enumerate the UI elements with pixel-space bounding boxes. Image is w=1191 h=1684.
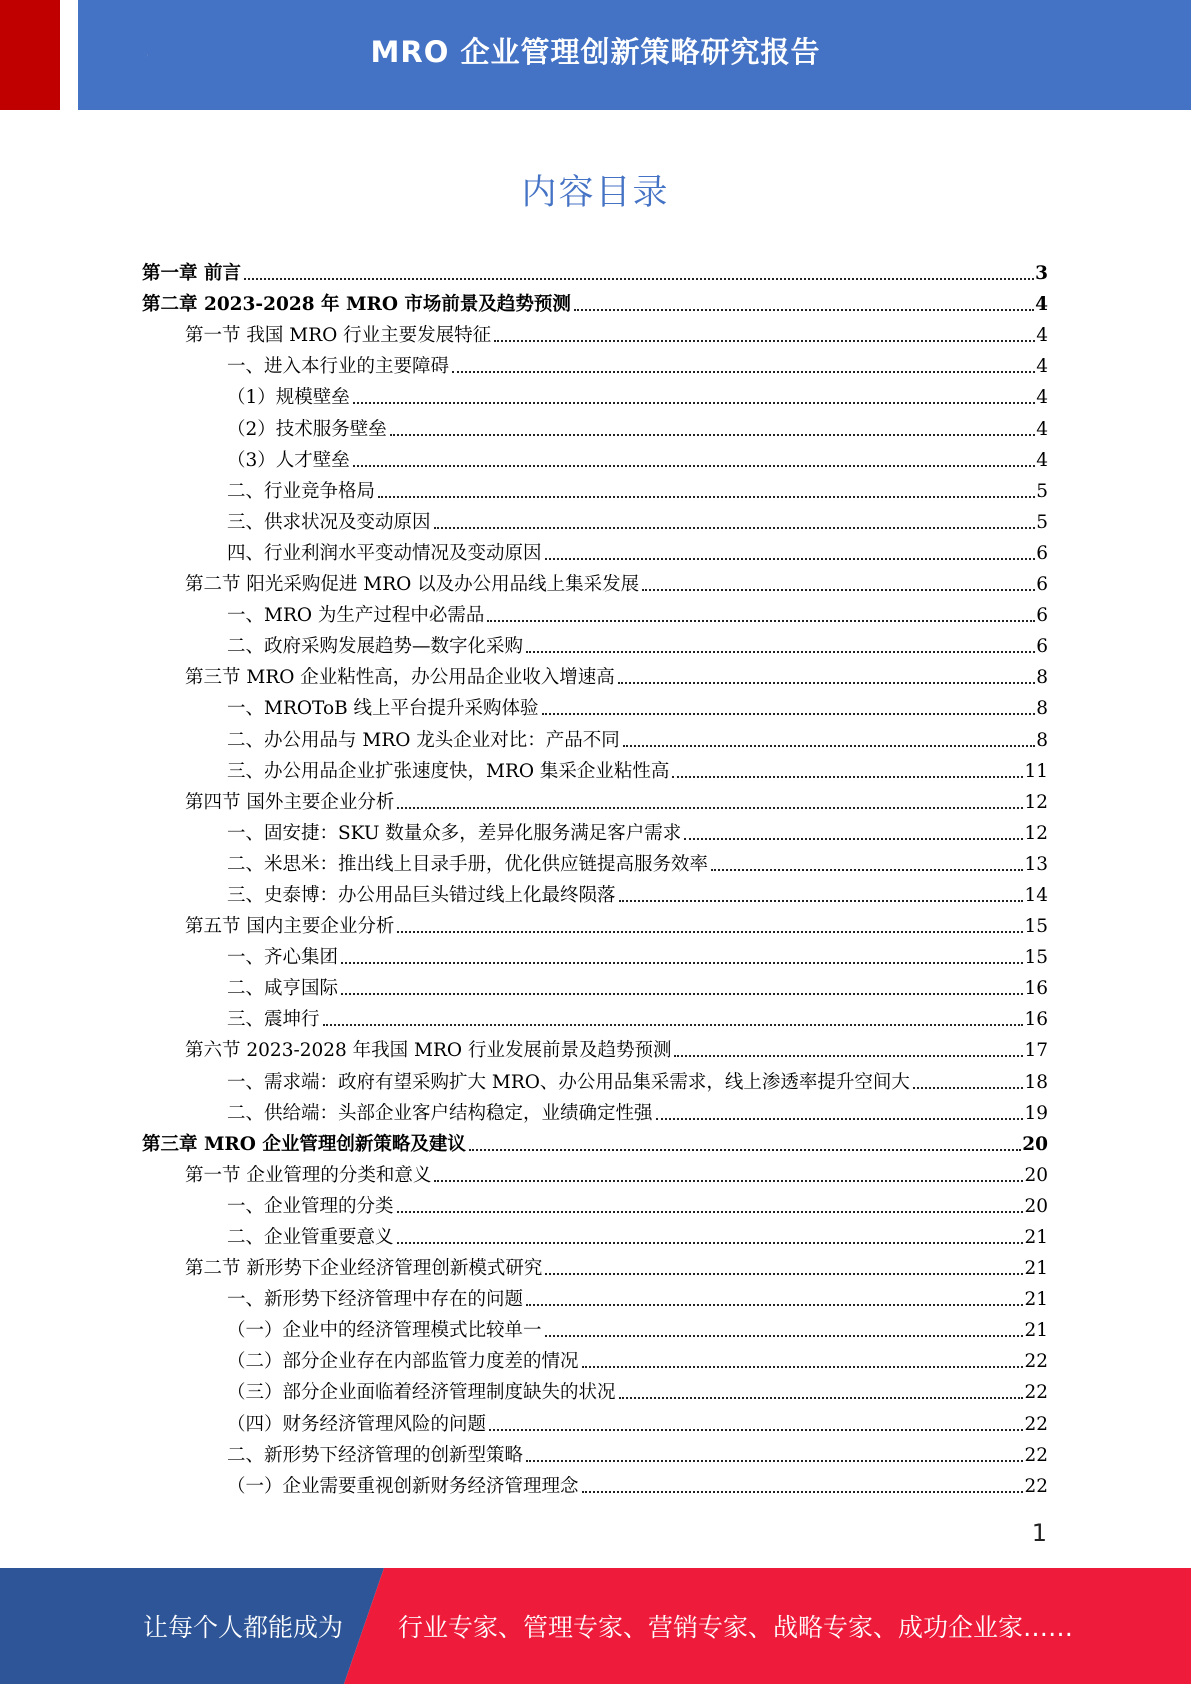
toc-dot-leader	[545, 558, 1036, 560]
toc-entry-title: 二、供给端：头部企业客户结构稳定，业绩确定性强	[227, 1102, 653, 1124]
toc-entry-title: 一、固安捷：SKU 数量众多，差异化服务满足客户需求	[227, 822, 682, 844]
toc-entry-page: 20	[1022, 1133, 1048, 1155]
toc-entry-page: 22	[1024, 1382, 1048, 1404]
toc-entry[interactable]	[142, 534, 1048, 565]
toc-entry-title: 第二节 新形势下企业经济管理创新模式研究	[185, 1258, 543, 1280]
toc-entry-title: 一、齐心集团	[227, 947, 339, 969]
toc-entry-title: 三、办公用品企业扩张速度快，MRO 集采企业粘性高	[227, 760, 670, 782]
toc-entry-page: 6	[1036, 574, 1048, 596]
toc-entry-page: 6	[1036, 605, 1048, 627]
toc-dot-leader	[619, 900, 1024, 902]
toc-entry-page: 22	[1024, 1444, 1048, 1466]
toc-entry[interactable]	[142, 378, 1048, 409]
toc-entry-page: 20	[1024, 1195, 1048, 1217]
toc-dot-leader	[582, 1491, 1024, 1493]
toc-dot-leader	[353, 402, 1035, 404]
toc-entry-page: 12	[1024, 822, 1048, 844]
page-number: 1	[1031, 1519, 1047, 1547]
toc-entry[interactable]	[142, 1280, 1048, 1311]
toc-entry-title: 三、震坤行	[227, 1009, 320, 1031]
toc-dot-leader	[618, 682, 1035, 684]
toc-entry[interactable]	[142, 1218, 1048, 1249]
toc-entry-title: 二、米思米：推出线上目录手册，优化供应链提高服务效率	[227, 853, 709, 875]
toc-entry-page: 13	[1024, 853, 1048, 875]
toc-entry-title: （一）企业需要重视创新财务经济管理理念	[227, 1475, 579, 1497]
toc-dot-leader	[542, 713, 1036, 715]
toc-entry-page: 18	[1024, 1071, 1048, 1093]
toc-entry[interactable]	[142, 1094, 1048, 1125]
toc-entry-title: 二、办公用品与 MRO 龙头企业对比：产品不同	[227, 729, 620, 751]
toc-entry-page: 22	[1024, 1413, 1048, 1435]
toc-dot-leader	[672, 776, 1023, 778]
toc-entry-title: （3）人才壁垒	[227, 449, 350, 471]
toc-entry-title: 一、需求端：政府有望采购扩大 MRO、办公用品集采需求，线上渗透率提升空间大	[227, 1071, 910, 1093]
toc-entry[interactable]	[142, 938, 1048, 969]
toc-entry[interactable]	[142, 720, 1048, 751]
toc-entry[interactable]	[142, 627, 1048, 658]
toc-entry[interactable]	[142, 1031, 1048, 1062]
footer-slogan-right: 行业专家、管理专家、营销专家、战略专家、成功企业家……	[398, 1613, 1074, 1642]
toc-entry-page: 14	[1024, 884, 1048, 906]
toc-entry-title: 第一章 前言	[142, 263, 241, 285]
toc-dot-leader	[397, 1211, 1024, 1213]
toc-dot-leader	[526, 1304, 1023, 1306]
toc-entry[interactable]	[142, 472, 1048, 503]
toc-entry-title: 二、政府采购发展趋势—数字化采购	[227, 636, 524, 658]
toc-entry-page: 16	[1024, 978, 1048, 1000]
toc-entry-page: 4	[1036, 356, 1048, 378]
toc-entry-page: 5	[1036, 480, 1048, 502]
toc-entry-title: 三、供求状况及变动原因	[227, 511, 431, 533]
toc-entry-title: 第四节 国外主要企业分析	[185, 791, 395, 813]
toc-entry-title: 一、进入本行业的主要障碍	[227, 356, 450, 378]
toc-dot-leader	[397, 807, 1023, 809]
toc-entry[interactable]	[142, 409, 1048, 440]
toc-dot-leader	[341, 962, 1023, 964]
toc-entry-title: 三、史泰博：办公用品巨头错过线上化最终陨落	[227, 884, 616, 906]
toc-dot-leader	[487, 620, 1035, 622]
toc-entry[interactable]	[142, 783, 1048, 814]
toc-entry[interactable]	[142, 1156, 1048, 1187]
toc-entry-title: 第二章 2023-2028 年 MRO 市场前景及趋势预测	[142, 294, 571, 316]
toc-entry[interactable]	[142, 907, 1048, 938]
toc-entry[interactable]	[142, 1125, 1048, 1156]
toc-entry-page: 15	[1024, 947, 1048, 969]
toc-dot-leader	[582, 1366, 1024, 1368]
toc-entry-title: 二、新形势下经济管理的创新型策略	[227, 1444, 524, 1466]
toc-dot-leader	[390, 434, 1035, 436]
toc-heading: 内容目录	[521, 173, 670, 213]
toc-entry[interactable]	[142, 876, 1048, 907]
toc-dot-leader	[545, 1335, 1024, 1337]
toc-entry-title: （2）技术服务壁垒	[227, 418, 387, 440]
toc-entry-page: 21	[1024, 1258, 1048, 1280]
toc-dot-leader	[323, 1024, 1024, 1026]
toc-entry-title: 一、新形势下经济管理中存在的问题	[227, 1289, 524, 1311]
toc-entry[interactable]	[142, 1467, 1048, 1498]
toc-dot-leader	[353, 465, 1035, 467]
toc-dot-leader	[656, 1118, 1024, 1120]
footer-banner	[0, 1568, 1191, 1684]
toc-dot-leader	[684, 838, 1023, 840]
toc-entry[interactable]	[142, 503, 1048, 534]
toc-entry[interactable]	[142, 1000, 1048, 1031]
toc-entry[interactable]	[142, 1373, 1048, 1404]
toc-dot-leader	[494, 340, 1035, 342]
toc-entry[interactable]	[142, 658, 1048, 689]
toc-entry-title: 一、企业管理的分类	[227, 1195, 394, 1217]
toc-dot-leader	[642, 589, 1035, 591]
toc-entry-title: 一、MRO 为生产过程中必需品	[227, 605, 485, 627]
toc-entry-title: 二、行业竞争格局	[227, 480, 376, 502]
toc-entry-title: 第一节 我国 MRO 行业主要发展特征	[185, 325, 492, 347]
document-title: MRO 企业管理创新策略研究报告	[370, 34, 821, 69]
toc-entry-page: 19	[1024, 1102, 1048, 1124]
toc-entry-page: 17	[1024, 1040, 1048, 1062]
toc-entry-page: 8	[1036, 729, 1048, 751]
toc-dot-leader	[619, 1397, 1024, 1399]
toc-entry[interactable]	[142, 1249, 1048, 1280]
toc-entry-page: 21	[1024, 1227, 1048, 1248]
toc-entry-page: 4	[1036, 325, 1048, 347]
toc-dot-leader	[397, 931, 1023, 933]
toc-dot-leader	[489, 1429, 1023, 1431]
toc-entry-page: 4	[1036, 449, 1048, 471]
toc-dot-leader	[545, 1273, 1023, 1275]
toc-entry[interactable]	[142, 969, 1048, 1000]
header-banner	[0, 0, 1191, 110]
toc-entry-title: 第二节 阳光采购促进 MRO 以及办公用品线上集采发展	[185, 574, 640, 596]
toc-entry[interactable]	[142, 285, 1048, 316]
toc-dot-leader	[623, 745, 1035, 747]
toc-entry[interactable]	[142, 254, 1048, 285]
toc-entry-page: 22	[1024, 1475, 1048, 1497]
toc-entry[interactable]	[142, 845, 1048, 876]
toc-entry-page: 21	[1024, 1289, 1048, 1311]
toc-entry-page: 5	[1036, 511, 1048, 533]
toc-entry-title: 第一节 企业管理的分类和意义	[185, 1164, 432, 1186]
toc-dot-leader	[526, 1460, 1023, 1462]
toc-entry[interactable]	[142, 1187, 1048, 1218]
toc-dot-leader	[378, 496, 1035, 498]
toc-entry-page: 4	[1035, 294, 1048, 316]
toc-entry-title: 二、企业管重要意义	[227, 1227, 394, 1248]
toc-entry-page: 16	[1024, 1009, 1048, 1031]
toc-dot-leader	[341, 993, 1023, 995]
toc-entry-page: 6	[1036, 636, 1048, 658]
toc-entry-page: 6	[1036, 542, 1048, 564]
toc-entry-page: 12	[1024, 791, 1048, 813]
toc-entry-page: 8	[1036, 698, 1048, 720]
toc-entry-title: （一）企业中的经济管理模式比较单一	[227, 1320, 542, 1342]
toc-entry[interactable]	[142, 1311, 1048, 1342]
toc-dot-leader	[574, 309, 1034, 311]
toc-entry[interactable]	[142, 1342, 1048, 1373]
toc-entry-page: 22	[1024, 1351, 1048, 1373]
toc-entry-page: 20	[1024, 1164, 1048, 1186]
toc-dot-leader	[452, 371, 1035, 373]
toc-entry-title: （1）规模壁垒	[227, 387, 350, 409]
toc-entry-page: 15	[1024, 916, 1048, 938]
toc-entry-title: 二、咸亨国际	[227, 978, 339, 1000]
toc-entry-page: 4	[1036, 387, 1048, 409]
footer-slogan-left: 让每个人都能成为	[143, 1613, 344, 1642]
toc-entry[interactable]	[142, 689, 1048, 720]
toc-entry[interactable]	[142, 1062, 1048, 1093]
toc-entry[interactable]	[142, 814, 1048, 845]
toc-entry-title: 第三章 MRO 企业管理创新策略及建议	[142, 1133, 466, 1155]
toc-entry[interactable]	[142, 596, 1048, 627]
toc-dot-leader	[711, 869, 1023, 871]
toc-entry[interactable]	[142, 752, 1048, 783]
toc-entry-title: （四）财务经济管理风险的问题	[227, 1413, 487, 1435]
toc-dot-leader	[469, 1149, 1021, 1151]
toc-entry-title: 四、行业利润水平变动情况及变动原因	[227, 542, 542, 564]
toc-dot-leader	[434, 1180, 1023, 1182]
toc-entry-page: 11	[1024, 760, 1048, 782]
toc-entry-page: 3	[1035, 263, 1048, 285]
toc-dot-leader	[913, 1087, 1024, 1089]
toc-entry-page: 21	[1024, 1320, 1048, 1342]
toc-entry-title: （二）部分企业存在内部监管力度差的情况	[227, 1351, 579, 1373]
table-of-contents	[142, 254, 1048, 1498]
toc-entry-page: 8	[1036, 667, 1048, 689]
toc-entry[interactable]	[142, 347, 1048, 378]
toc-dot-leader	[244, 278, 1034, 280]
toc-entry[interactable]	[142, 316, 1048, 347]
toc-entry-title: 第三节 MRO 企业粘性高，办公用品企业收入增速高	[185, 667, 615, 689]
toc-entry-title: （三）部分企业面临着经济管理制度缺失的状况	[227, 1382, 616, 1404]
toc-entry[interactable]	[142, 1404, 1048, 1435]
toc-entry[interactable]	[142, 1436, 1048, 1467]
toc-dot-leader	[434, 527, 1036, 529]
toc-dot-leader	[526, 651, 1035, 653]
toc-entry[interactable]	[142, 441, 1048, 472]
toc-entry-title: 第五节 国内主要企业分析	[185, 916, 395, 938]
toc-entry-page: 4	[1036, 418, 1048, 440]
toc-entry-title: 第六节 2023-2028 年我国 MRO 行业发展前景及趋势预测	[185, 1040, 672, 1062]
toc-entry-title: 一、MROToB 线上平台提升采购体验	[227, 698, 539, 720]
toc-entry[interactable]	[142, 565, 1048, 596]
toc-dot-leader	[397, 1242, 1024, 1244]
toc-dot-leader	[674, 1055, 1023, 1057]
